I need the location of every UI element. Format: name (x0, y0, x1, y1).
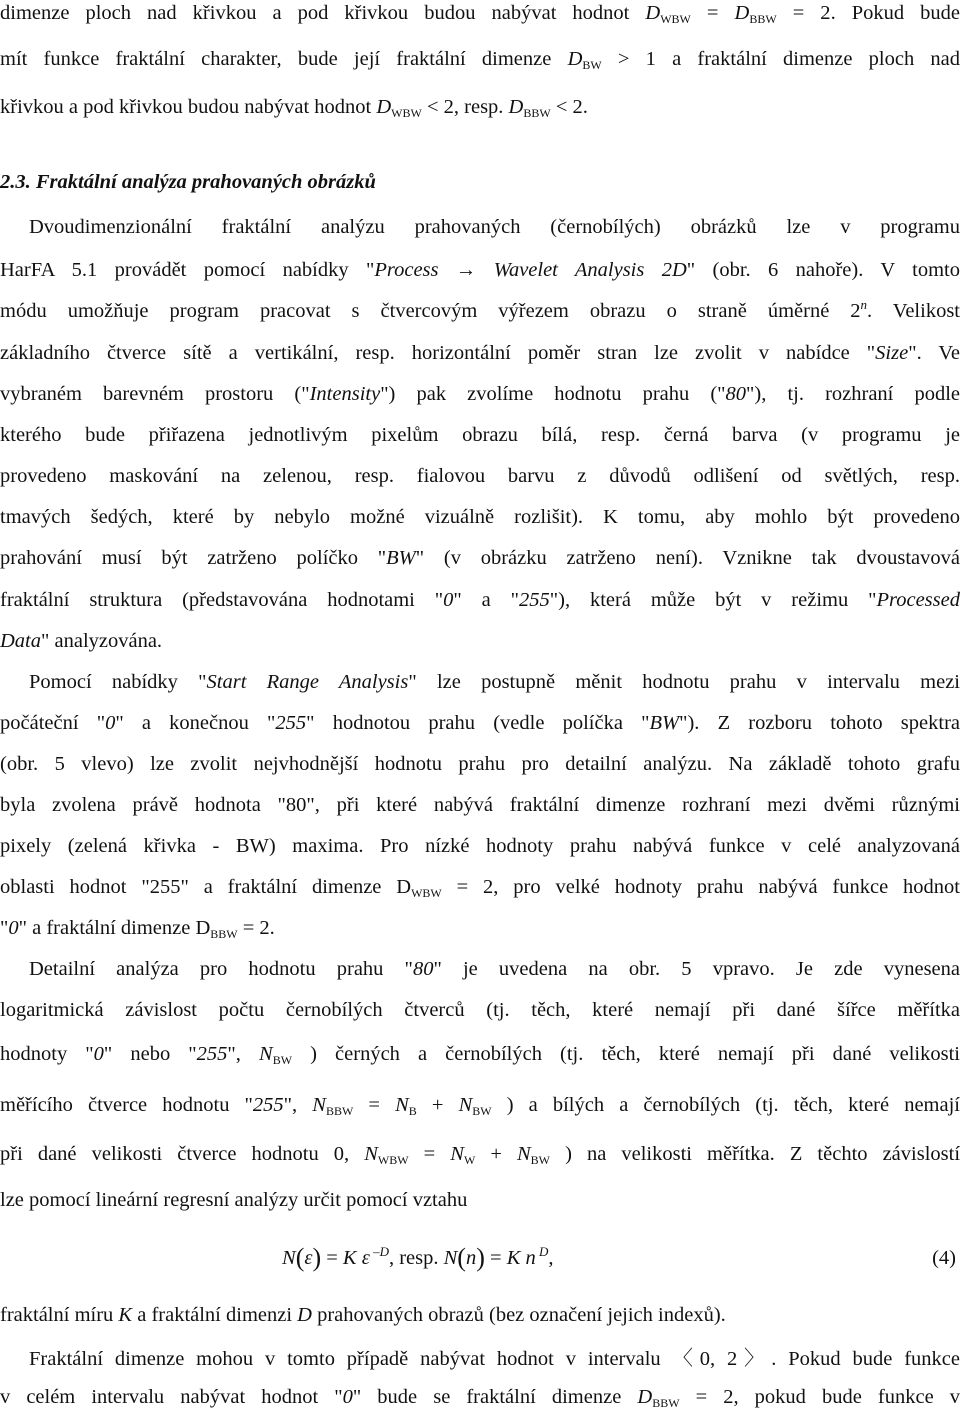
text-line: byla zvolena právě hodnota "80", při které nabývá fraktální dimenze rozhraní mezi dvěmi různými (0, 794, 960, 816)
equation-4: N(ε) = K ε $^{-D}$, resp. N(n) = K n $^D$, (4) (282, 1243, 956, 1272)
text-line: mít funkce fraktální charakter, bude její fraktální dimenze $D_{BW} > 1$ a fraktální dimenze ploch nad (0, 48, 960, 72)
text-line: tmavých šedých, které by nebylo možné vizuálně rozlišit). K tomu, aby mohlo být provedeno (0, 506, 960, 528)
text-line: "0" a fraktální dimenze $D_{BBW} = 2$. (0, 917, 275, 941)
text-line: fraktální míru K a fraktální dimenzi D prahovaných obrazů (bez označení jejich indexů). (0, 1304, 726, 1326)
section-heading: 2.3. Fraktální analýza prahovaných obrázků (0, 171, 376, 193)
text-line: Detailní analýza pro hodnotu prahu "80" je uvedena na obr. 5 vpravo. Je zde vynesena (29, 958, 960, 980)
text-line: HarFA 5.1 provádět pomocí nabídky "Process → Wavelet Analysis 2D" (obr. 6 nahoře). V tomto (0, 259, 960, 281)
text-line: Data" analyzována. (0, 630, 163, 652)
text-line: Fraktální dimenze mohou v tomto případě nabývat hodnot v intervalu 〈0, 2〉. Pokud bude funkce (29, 1348, 960, 1370)
text-line: dimenze ploch nad křivkou a pod křivkou budou nabývat hodnot $D_{WBW} = D_{BBW} = 2$. Pokud bude (0, 2, 960, 26)
text-line: počáteční "0" a konečnou "255" hodnotou prahu (vedle políčka "BW"). Z rozboru tohoto spektra (0, 712, 960, 734)
text-line: Dvoudimenzionální fraktální analýzu prahovaných (černobílých) obrázků lze v programu (29, 216, 960, 238)
equation-number: (4) (932, 1247, 956, 1269)
text-line: provedeno maskování na zelenou, resp. fialovou barvu z důvodů odlišení od světlých, resp. (0, 465, 960, 487)
text-line: pixely (zelená křivka - BW) maxima. Pro nízké hodnoty prahu nabývá funkce v celé analyzovaná (0, 835, 960, 857)
text-line: prahování musí být zatrženo políčko "BW" (v obrázku zatrženo není). Vznikne tak dvoustavová (0, 547, 960, 569)
text-line: základního čtverce sítě a vertikální, resp. horizontální poměr stran lze zvolit v nabídce "Size". Ve (0, 342, 960, 364)
text-line: hodnoty "0" nebo "255", $N_{BW}$ ) černých a černobílých (tj. těch, které nemají při dané velikosti (0, 1043, 960, 1067)
text-line: lze pomocí lineární regresní analýzy určit pomocí vztahu (0, 1189, 468, 1211)
text-line: vybraném barevném prostoru ("Intensity") pak zvolíme hodnotu prahu ("80"), tj. rozhraní podle (0, 383, 960, 405)
text-line: Pomocí nabídky "Start Range Analysis" lze postupně měnit hodnotu prahu v intervalu mezi (29, 671, 960, 693)
text-line: (obr. 5 vlevo) lze zvolit nejvhodnější hodnotu prahu pro detailní analýzu. Na základě tohoto grafu (0, 753, 960, 775)
text-line: měřícího čtverce hodnotu "255", $N_{BBW} = N_B + N_{BW}$ ) a bílých a černobílých (tj. těch, které nemají (0, 1094, 960, 1118)
text-line: při dané velikosti čtverce hodnotu 0, $N_{WBW} = N_W + N_{BW}$ ) na velikosti měřítka. Z těchto závislostí (0, 1143, 960, 1167)
text-line: logaritmická závislost počtu černobílých čtverců (tj. těch, které nemají při dané šířce měřítka (0, 999, 960, 1021)
text-line: módu umožňuje program pracovat s čtvercovým výřezem obrazu o straně úměrné 2$^n$. Velikost (0, 297, 960, 322)
text-line: v celém intervalu nabývat hodnot "0" bude se fraktální dimenze $D_{BBW} = 2$, pokud bude funkce v (0, 1386, 960, 1410)
text-line: křivkou a pod křivkou budou nabývat hodnot $D_{WBW} < 2$, resp. $D_{BBW} < 2$. (0, 96, 588, 120)
text-line: oblasti hodnot "255" a fraktální dimenze $D_{WBW} = 2$, pro velké hodnoty prahu nabývá funkce hodnot (0, 876, 960, 900)
text-line: kterého bude přiřazena jednotlivým pixelům obrazu bílá, resp. černá barva (v programu je (0, 424, 960, 446)
text-line: fraktální struktura (představována hodnotami "0" a "255"), která může být v režimu "Processed (0, 589, 960, 611)
